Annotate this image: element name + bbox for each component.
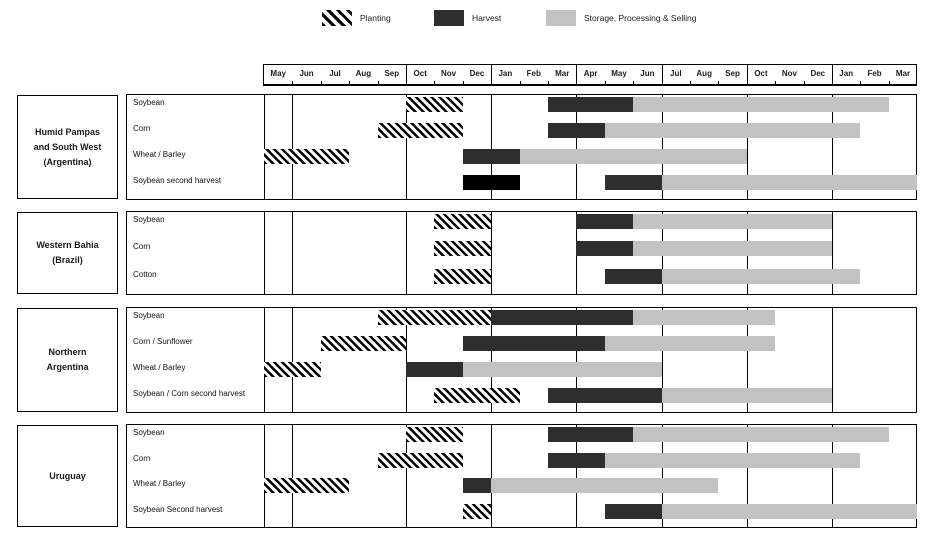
region-label-box: [17, 425, 118, 527]
gantt-bar-harvest: [548, 427, 633, 442]
legend-item-harvest: [434, 9, 501, 26]
gantt-bar-storage: [662, 175, 918, 190]
crop-row-label: Soybean: [133, 428, 165, 437]
month-tick: [804, 81, 805, 84]
gantt-bar-planting: [434, 269, 491, 284]
gantt-bar-planting: [463, 504, 491, 519]
gantt-bar-storage: [463, 362, 662, 377]
region-label-line: Argentina: [46, 362, 89, 372]
crop-row-label: Soybean / Corn second harvest: [133, 389, 246, 398]
month-gridline: [491, 425, 492, 527]
gantt-bar-harvest: [463, 336, 605, 351]
gantt-bar-storage: [633, 214, 832, 229]
month-label: Oct: [754, 69, 768, 78]
month-tick: [548, 81, 549, 84]
month-tick: [889, 81, 890, 84]
gantt-bar-storage: [633, 97, 889, 112]
crop-row-label: Corn: [133, 453, 151, 463]
region-label-line: (Argentina): [43, 156, 92, 167]
crop-row-label: Soybean: [133, 98, 165, 107]
legend-label-planting: Planting: [360, 12, 391, 23]
month-tick: [321, 81, 322, 84]
region-gantt-panel: [126, 307, 917, 413]
gantt-bar-storage: [633, 310, 775, 325]
legend-item-storage: [546, 9, 696, 26]
month-label: Apr: [583, 69, 598, 78]
month-label: Mar: [555, 69, 570, 78]
region-label-box: [17, 212, 118, 294]
gantt-bar-harvest: [605, 269, 662, 284]
month-tick: [463, 81, 464, 84]
region-label-line: Uruguay: [49, 470, 86, 481]
storage-swatch-icon: [546, 10, 576, 26]
crop-row-label: Soybean Second harvest: [133, 504, 223, 514]
crop-row-label: Wheat / Barley: [133, 479, 186, 488]
gantt-bar-planting: [434, 388, 519, 403]
region-label-box: [17, 308, 118, 412]
month-gridline: [264, 308, 265, 412]
crop-row-label: Soybean: [133, 311, 165, 320]
region-label-line: and South West: [33, 141, 102, 152]
month-tick: [662, 81, 663, 84]
month-tick: [860, 81, 861, 84]
month-label: Aug: [355, 69, 372, 78]
month-tick: [434, 81, 435, 84]
gantt-bar-harvest: [463, 149, 520, 164]
gantt-bar-planting: [264, 478, 349, 493]
month-label: Sep: [725, 69, 740, 78]
month-tick: [406, 81, 407, 84]
month-gridline: [292, 95, 293, 199]
region-gantt-panel: [126, 211, 917, 295]
gantt-bar-storage: [491, 478, 718, 493]
crop-row-label: Corn / Sunflower: [133, 337, 193, 346]
month-tick: [576, 81, 577, 84]
gantt-bar-planting: [378, 453, 463, 468]
gantt-bar-storage: [605, 123, 861, 138]
month-tick: [378, 81, 379, 84]
month-tick: [747, 81, 748, 84]
gantt-bar-planting_solid: [463, 175, 520, 190]
gantt-bar-planting: [406, 97, 463, 112]
month-gridline: [832, 308, 833, 412]
gantt-bar-harvest: [605, 175, 662, 190]
gantt-bar-harvest: [548, 97, 633, 112]
gantt-bar-planting: [264, 149, 349, 164]
gantt-bar-harvest: [576, 241, 633, 256]
month-tick: [633, 81, 634, 84]
month-label: Jan: [498, 69, 513, 78]
crop-row-label: Wheat / Barley: [133, 150, 186, 159]
month-gridline: [406, 212, 407, 294]
region-label-line: Northern: [48, 347, 87, 357]
month-label: Jun: [299, 69, 314, 78]
month-label: Mar: [895, 69, 911, 78]
crop-row-label: Corn: [133, 242, 151, 252]
month-label: May: [611, 69, 627, 78]
month-tick: [718, 81, 719, 84]
month-label: Dec: [469, 69, 485, 78]
month-label: Jul: [329, 69, 341, 78]
month-label: Sep: [384, 69, 400, 78]
month-axis-header: [263, 64, 917, 86]
crop-row-label: Cotton: [133, 269, 157, 279]
region-gantt-panel: [126, 424, 917, 528]
gantt-bar-storage: [662, 269, 861, 284]
gantt-bar-storage: [605, 453, 861, 468]
gantt-bar-planting: [434, 241, 491, 256]
month-label: Feb: [526, 69, 541, 78]
month-gridline: [292, 308, 293, 412]
month-gridline: [264, 425, 265, 527]
gantt-bar-storage: [633, 427, 889, 442]
month-label: Aug: [696, 69, 712, 78]
gantt-bar-planting: [321, 336, 406, 351]
month-gridline: [264, 95, 265, 199]
month-label: Feb: [867, 69, 882, 78]
month-tick: [349, 81, 350, 84]
gantt-bar-harvest: [463, 478, 491, 493]
gantt-bar-planting: [434, 214, 491, 229]
crop-row-label: Soybean: [133, 215, 165, 224]
month-tick: [292, 81, 293, 84]
month-tick: [690, 81, 691, 84]
gantt-bar-planting: [406, 427, 463, 442]
month-gridline: [292, 425, 293, 527]
gantt-bar-planting: [378, 123, 463, 138]
gantt-bar-harvest: [491, 310, 633, 325]
gantt-bar-planting: [264, 362, 321, 377]
month-tick: [520, 81, 521, 84]
month-label: Oct: [413, 69, 427, 78]
legend-label-storage: Storage, Processing & Selling: [584, 12, 697, 23]
gantt-bar-storage: [520, 149, 747, 164]
month-tick: [605, 81, 606, 84]
gantt-bar-harvest: [406, 362, 463, 377]
gantt-bar-storage: [633, 241, 832, 256]
gantt-bar-storage: [662, 388, 832, 403]
gantt-bar-storage: [662, 504, 918, 519]
month-tick: [775, 81, 776, 84]
legend-label-harvest: Harvest: [472, 12, 502, 23]
month-label: Nov: [781, 69, 797, 78]
region-label-line: Western Bahia: [36, 240, 99, 250]
gantt-bar-harvest: [576, 214, 633, 229]
month-label: Jul: [670, 69, 682, 78]
crop-row-label: Soybean second harvest: [133, 176, 222, 185]
harvest-swatch-icon: [434, 10, 464, 26]
month-label: May: [270, 69, 286, 78]
crop-row-label: Corn: [133, 124, 151, 133]
month-gridline: [292, 212, 293, 294]
legend-item-planting: [322, 9, 391, 26]
month-label: Nov: [441, 69, 457, 78]
gantt-bar-harvest: [548, 123, 605, 138]
month-label: Jun: [640, 69, 655, 78]
gantt-bar-harvest: [548, 388, 662, 403]
month-tick: [832, 81, 833, 84]
month-label: Dec: [810, 69, 826, 78]
gantt-bar-harvest: [548, 453, 605, 468]
region-label-line: (Brazil): [52, 255, 83, 265]
crop-row-label: Wheat / Barley: [133, 363, 186, 372]
region-label-box: [17, 95, 118, 199]
region-label-line: Humid Pampas: [34, 126, 101, 137]
month-label: Jan: [839, 69, 854, 78]
month-gridline: [491, 212, 492, 294]
month-gridline: [264, 212, 265, 294]
gantt-bar-planting: [378, 310, 492, 325]
gantt-bar-harvest: [605, 504, 662, 519]
month-tick: [491, 81, 492, 84]
planting-hatch-swatch-icon: [322, 10, 352, 26]
region-gantt-panel: [126, 94, 917, 200]
gantt-bar-storage: [605, 336, 775, 351]
